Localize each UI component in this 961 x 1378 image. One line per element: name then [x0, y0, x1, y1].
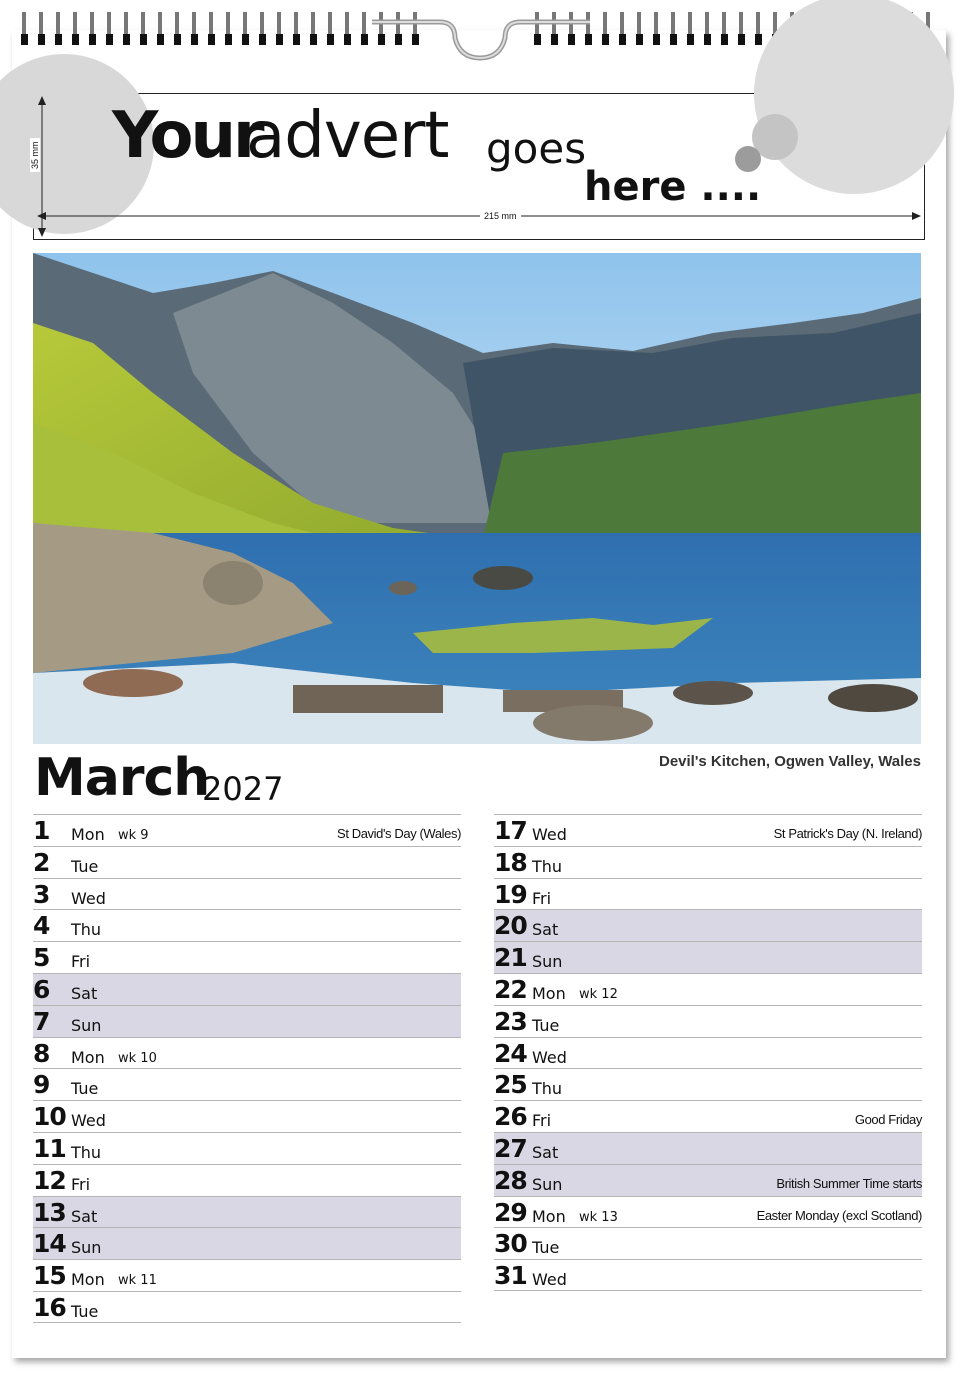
day-row — [33, 1068, 461, 1100]
advert-text: Your — [112, 99, 262, 173]
day-number: 20 — [494, 911, 527, 941]
holiday-label: St David's Day (Wales) — [337, 826, 461, 841]
day-row — [494, 1164, 922, 1196]
day-name: Fri — [71, 1174, 91, 1194]
day-row — [494, 814, 922, 846]
day-name: Mon — [71, 825, 105, 844]
holiday-label: St Patrick's Day (N. Ireland) — [773, 826, 922, 841]
day-name: Wed — [532, 825, 567, 844]
day-name: Tue — [71, 856, 99, 876]
holiday-label: Easter Monday (excl Scotland) — [756, 1207, 922, 1223]
day-name: Sun — [71, 1015, 102, 1035]
width-label: 215 mm — [480, 211, 521, 221]
day-row — [33, 941, 461, 973]
day-row — [33, 973, 461, 1005]
day-name: Sat — [71, 983, 98, 1003]
day-name: Sun — [532, 1174, 563, 1194]
day-name: Wed — [532, 1270, 567, 1290]
day-row — [494, 1227, 922, 1259]
dimension-arrows — [34, 94, 924, 239]
day-row — [494, 1259, 922, 1291]
day-row — [33, 1164, 461, 1196]
week-number: wk 13 — [579, 1209, 618, 1225]
day-number: 31 — [494, 1261, 527, 1291]
day-number: 22 — [494, 974, 527, 1004]
week-number: wk 11 — [118, 1273, 157, 1289]
day-name: Wed — [71, 1111, 106, 1131]
day-row — [494, 846, 922, 878]
day-number: 23 — [494, 1006, 527, 1036]
day-name: Mon — [71, 1047, 105, 1067]
day-row — [33, 1005, 461, 1037]
week-number: wk 10 — [118, 1050, 157, 1066]
day-number: 2 — [33, 847, 50, 877]
day-name: Thu — [71, 1142, 102, 1162]
day-name: Mon — [71, 1270, 105, 1290]
day-name: Wed — [71, 888, 106, 908]
advert-text: advert — [246, 99, 449, 173]
day-number: 11 — [33, 1133, 66, 1163]
day-name: Wed — [532, 1047, 567, 1067]
day-name: Sat — [532, 920, 559, 940]
day-number: 24 — [494, 1038, 527, 1068]
day-row — [33, 1100, 461, 1132]
day-row — [494, 909, 922, 941]
day-number: 5 — [33, 943, 50, 973]
day-number: 1 — [33, 816, 50, 845]
day-name: Thu — [532, 1079, 563, 1099]
advert-text: goes — [486, 124, 587, 173]
day-row — [494, 1037, 922, 1069]
day-number: 15 — [33, 1261, 66, 1291]
day-number: 19 — [494, 879, 527, 909]
day-name: Thu — [532, 856, 563, 876]
day-number: 13 — [33, 1197, 66, 1227]
year-title: 2027 — [202, 770, 284, 808]
height-label: 35 mm — [30, 138, 40, 172]
day-name: Tue — [71, 1301, 99, 1321]
advert-text: here .... — [584, 164, 762, 210]
day-number: 10 — [33, 1102, 66, 1132]
day-number: 25 — [494, 1070, 527, 1100]
day-number: 16 — [33, 1292, 66, 1322]
day-row — [33, 1196, 461, 1228]
day-row — [33, 1132, 461, 1164]
day-name: Mon — [532, 1206, 566, 1226]
holiday-label: Good Friday — [854, 1112, 922, 1128]
day-name: Sat — [71, 1206, 98, 1226]
holiday-label: British Summer Time starts — [776, 1175, 922, 1191]
day-number: 27 — [494, 1133, 527, 1163]
advert-box — [30, 93, 925, 240]
day-number: 9 — [33, 1070, 50, 1100]
day-number: 18 — [494, 847, 527, 877]
day-row — [33, 878, 461, 910]
day-number: 3 — [33, 879, 50, 909]
day-number: 17 — [494, 816, 527, 845]
month-title: March — [34, 748, 210, 808]
day-row — [33, 1227, 461, 1259]
day-number: 30 — [494, 1229, 527, 1259]
day-name: Tue — [71, 1079, 99, 1099]
day-number: 6 — [33, 974, 50, 1004]
day-name: Tue — [532, 1015, 560, 1035]
day-row — [33, 1291, 461, 1323]
day-name: Fri — [71, 952, 91, 972]
day-row — [494, 1005, 922, 1037]
day-row — [33, 814, 461, 846]
day-number: 8 — [33, 1038, 50, 1068]
week-number: wk 12 — [579, 986, 618, 1002]
day-number: 14 — [33, 1229, 66, 1259]
day-name: Sun — [532, 952, 563, 972]
day-number: 12 — [33, 1165, 66, 1195]
day-row — [494, 1100, 922, 1132]
day-row — [33, 846, 461, 878]
week-number: wk 9 — [118, 828, 149, 843]
day-number: 29 — [494, 1197, 527, 1227]
day-number: 28 — [494, 1165, 527, 1195]
day-name: Fri — [532, 1111, 552, 1131]
day-row — [494, 1196, 922, 1228]
day-name: Sun — [71, 1238, 102, 1258]
day-name: Tue — [532, 1238, 560, 1258]
day-name: Sat — [532, 1142, 559, 1162]
day-number: 7 — [33, 1006, 50, 1036]
day-number: 26 — [494, 1102, 527, 1132]
day-row — [33, 1259, 461, 1291]
day-name: Fri — [532, 888, 552, 908]
day-row — [494, 878, 922, 910]
landscape-photo — [33, 253, 921, 744]
day-row — [494, 1068, 922, 1100]
day-number: 21 — [494, 943, 527, 973]
days-column-left — [33, 814, 461, 1323]
day-row — [33, 909, 461, 941]
day-row — [494, 1132, 922, 1164]
day-name: Thu — [71, 920, 102, 940]
days-column-right — [494, 814, 922, 1291]
day-row — [33, 1037, 461, 1069]
day-number: 4 — [33, 911, 50, 941]
photo-caption: Devil's Kitchen, Ogwen Valley, Wales — [659, 753, 921, 770]
day-name: Mon — [532, 983, 566, 1003]
day-row — [494, 941, 922, 973]
day-row — [494, 973, 922, 1005]
